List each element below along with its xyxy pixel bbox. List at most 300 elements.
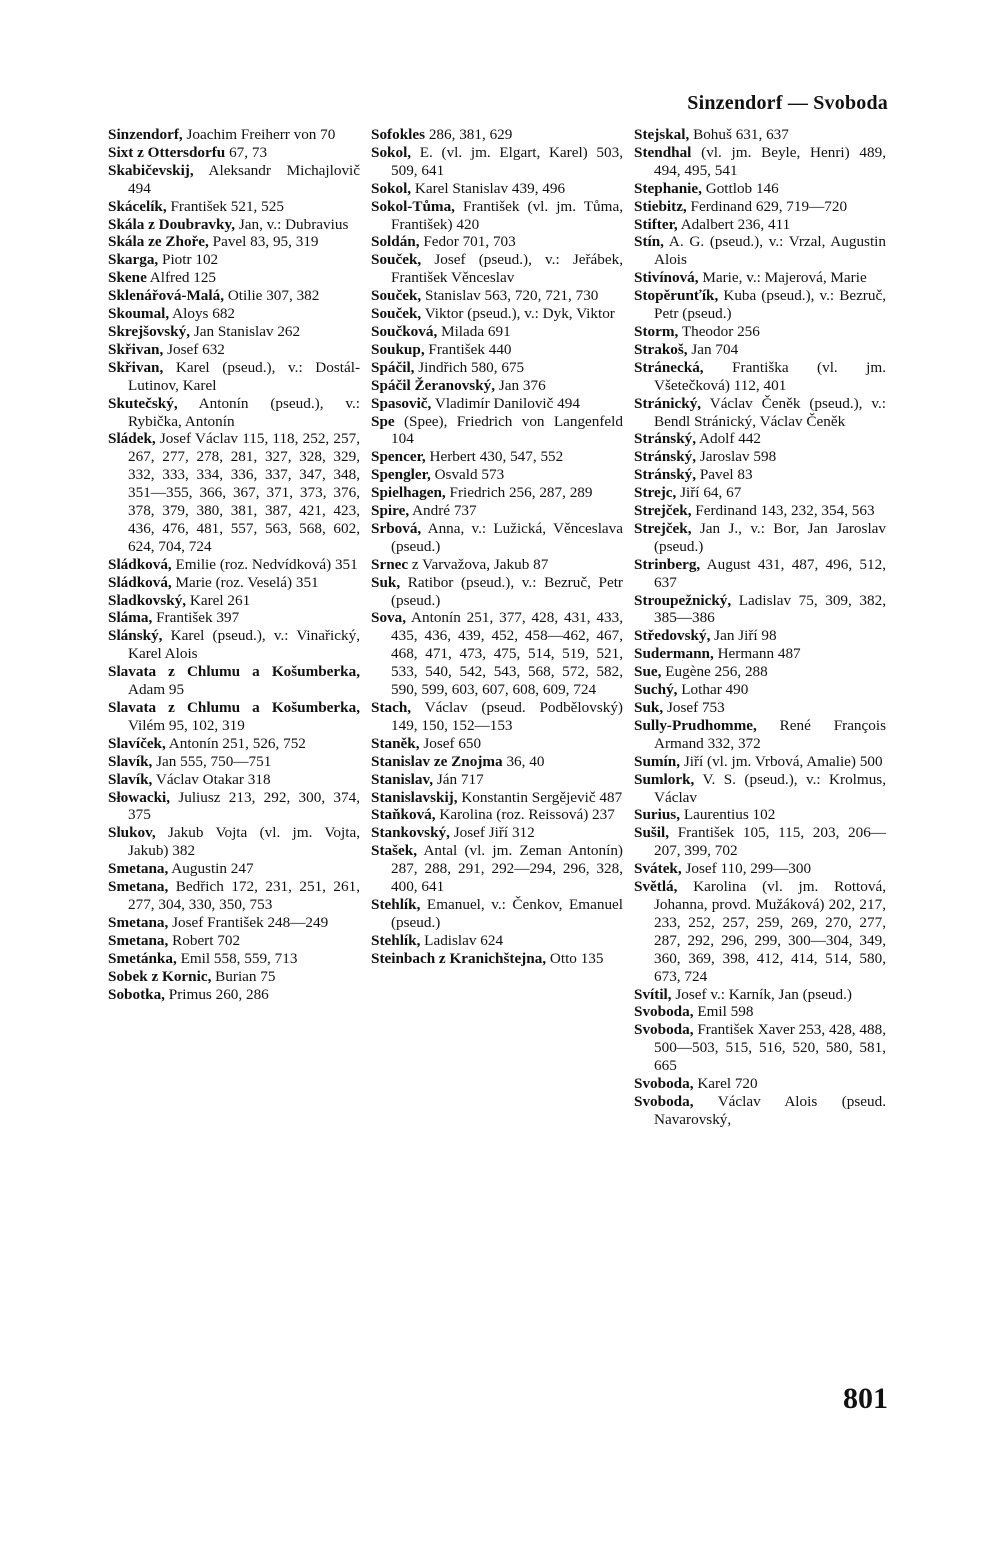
- entry-references: František 397: [152, 609, 240, 627]
- entry-headword: Sládková,: [108, 555, 172, 573]
- index-entry: [108, 878, 360, 914]
- entry-headword: Spire,: [371, 502, 410, 520]
- index-entry: [108, 198, 360, 216]
- page-number: 801: [843, 1382, 888, 1415]
- entry-references: Kuba (pseud.), v.: Bezruč, Petr (pseud.): [654, 287, 886, 323]
- entry-headword: Staňková,: [371, 806, 436, 824]
- index-entry: [371, 574, 623, 610]
- index-entry: [108, 771, 360, 789]
- entry-references: Karel 720: [693, 1075, 758, 1093]
- index-entry: [371, 753, 623, 771]
- entry-headword: Skoumal,: [108, 305, 170, 323]
- index-entry: [634, 502, 886, 520]
- index-entry: [371, 950, 623, 968]
- index-entry: [371, 484, 623, 502]
- index-entry: [108, 950, 360, 968]
- entry-headword: Součková,: [371, 322, 438, 340]
- entry-headword: Sudermann,: [634, 645, 714, 663]
- index-entry: [108, 395, 360, 431]
- entry-references: Otilie 307, 382: [224, 287, 320, 305]
- index-entry: [108, 359, 360, 395]
- entry-references: Adalbert 236, 411: [677, 215, 791, 233]
- entry-references: Jaroslav 598: [696, 448, 777, 466]
- entry-references: Laurentius 102: [680, 806, 776, 824]
- index-entry: [371, 180, 623, 198]
- entry-references: Ladislav 624: [420, 931, 504, 949]
- entry-references: František 105, 115, 203, 206—207, 399, 702: [654, 824, 886, 860]
- index-entry: [634, 592, 886, 628]
- index-entry: [634, 717, 886, 753]
- index-entry: [371, 932, 623, 950]
- entry-references: Friedrich 256, 287, 289: [445, 484, 593, 502]
- entry-headword: Sláma,: [108, 609, 153, 627]
- entry-headword: Skutečský,: [108, 394, 178, 412]
- entry-references: Josef 753: [663, 699, 725, 716]
- entry-references: Jan 555, 750—751: [152, 752, 272, 770]
- entry-references: Viktor (pseud.), v.: Dyk, Viktor: [421, 305, 615, 323]
- entry-references: (vl. jm. Beyle, Henri) 489, 494, 495, 541: [654, 143, 886, 179]
- index-entry: [371, 520, 623, 556]
- entry-headword: Spencer,: [371, 448, 426, 466]
- entry-references: Jan Stanislav 262: [190, 322, 301, 340]
- index-entry: [634, 1003, 886, 1021]
- entry-headword: Sobek z Kornic,: [108, 967, 212, 985]
- index-column-2: [371, 126, 623, 968]
- entry-references: (Spee), Friedrich von Langenfeld 104: [391, 412, 623, 448]
- entry-headword: Stejskal,: [634, 126, 690, 143]
- index-column-1: [108, 126, 360, 1003]
- entry-headword: Spielhagen,: [371, 484, 446, 502]
- entry-headword: Souček,: [371, 251, 422, 269]
- entry-headword: Stránský,: [634, 448, 697, 466]
- index-entry: [634, 627, 886, 645]
- entry-headword: Skrejšovský,: [108, 322, 191, 340]
- entry-headword: Strejc,: [634, 484, 677, 502]
- entry-references: Adam 95: [128, 681, 185, 699]
- index-entry: [634, 1021, 886, 1075]
- index-entry: [371, 287, 623, 305]
- index-entry: [108, 789, 360, 825]
- entry-references: Jindřich 580, 675: [414, 358, 525, 376]
- entry-headword: Středovský,: [634, 627, 711, 645]
- entry-headword: Sixt z Ottersdorfu: [108, 143, 226, 161]
- entry-references: František 440: [424, 340, 512, 358]
- entry-references: František Xaver 253, 428, 488, 500—503, 515, 516, 520, 580, 581, 665: [654, 1021, 886, 1075]
- index-entry: [634, 986, 886, 1004]
- entry-references: Konstantin Sergějevič 487: [457, 788, 623, 806]
- entry-references: 286, 381, 629: [425, 126, 513, 143]
- index-entry: [371, 395, 623, 413]
- entry-references: André 737: [409, 502, 477, 520]
- entry-references: Anna, v.: Lužická, Věnceslava (pseud.): [391, 519, 623, 555]
- entry-references: František (vl. jm. Tůma, František) 420: [391, 197, 623, 233]
- index-entry: [371, 198, 623, 234]
- entry-headword: Sofokles: [371, 126, 426, 143]
- entry-headword: Srnec: [371, 555, 409, 573]
- entry-headword: Suk,: [371, 573, 401, 591]
- index-entry: [371, 735, 623, 753]
- index-entry: [634, 430, 886, 448]
- index-entry: [634, 753, 886, 771]
- entry-headword: Slavík,: [108, 752, 153, 770]
- entry-headword: Skála ze Zhoře,: [108, 233, 209, 251]
- entry-headword: Svítil,: [634, 985, 672, 1003]
- entry-references: Robert 702: [168, 931, 241, 949]
- index-entry: [634, 771, 886, 807]
- entry-references: Josef 110, 299—300: [681, 860, 812, 878]
- index-entry: [634, 681, 886, 699]
- index-entry: [634, 860, 886, 878]
- entry-headword: Spengler,: [371, 466, 431, 484]
- entry-headword: Spe: [371, 412, 395, 430]
- entry-headword: Surius,: [634, 806, 681, 824]
- index-entry: [634, 466, 886, 484]
- entry-headword: Sokol-Tůma,: [371, 197, 455, 215]
- index-entry: [108, 323, 360, 341]
- entry-headword: Skene: [108, 269, 147, 287]
- entry-headword: Sladkovský,: [108, 591, 187, 609]
- entry-headword: Sumlork,: [634, 770, 695, 788]
- entry-references: Josef František 248—249: [168, 913, 329, 931]
- entry-references: Stanislav 563, 720, 721, 730: [421, 287, 599, 305]
- entry-headword: Stroupežnický,: [634, 591, 732, 609]
- entry-references: Ján 717: [433, 770, 484, 788]
- index-entry: [371, 789, 623, 807]
- entry-references: Ferdinand 143, 232, 354, 563: [691, 502, 875, 520]
- entry-headword: Stivínová,: [634, 269, 699, 287]
- index-entry: [634, 645, 886, 663]
- index-entry: [371, 359, 623, 377]
- index-entry: [108, 251, 360, 269]
- entry-references: Ladislav 75, 309, 382, 385—386: [654, 591, 886, 627]
- entry-headword: Slukov,: [108, 824, 156, 842]
- entry-references: August 431, 487, 496, 512, 637: [654, 555, 886, 591]
- entry-references: Jan 704: [687, 340, 739, 358]
- index-entry: [634, 180, 886, 198]
- entry-headword: Souček,: [371, 305, 422, 323]
- entry-headword: Svoboda,: [634, 1021, 694, 1039]
- entry-references: 67, 73: [225, 143, 268, 161]
- entry-references: Piotr 102: [158, 251, 219, 269]
- entry-references: Ratibor (pseud.), v.: Bezruč, Petr (pseud.): [391, 573, 623, 609]
- entry-references: Jan Jiří 98: [710, 627, 777, 645]
- entry-references: Hermann 487: [713, 645, 801, 663]
- entry-headword: Sumín,: [634, 752, 681, 770]
- index-entry: [108, 627, 360, 663]
- entry-references: Pavel 83, 95, 319: [208, 233, 319, 251]
- entry-references: František 521, 525: [166, 197, 284, 215]
- entry-headword: Spasovič,: [371, 394, 432, 412]
- entry-headword: Stehlík,: [371, 931, 421, 949]
- entry-headword: Sobotka,: [108, 985, 165, 1003]
- index-entry: [371, 466, 623, 484]
- entry-references: Jiří 64, 67: [676, 484, 742, 502]
- entry-references: Alfred 125: [146, 269, 217, 287]
- index-entry: [371, 699, 623, 735]
- index-entry: [371, 771, 623, 789]
- entry-headword: Sušil,: [634, 824, 670, 842]
- entry-references: Karolina (roz. Reissová) 237: [435, 806, 615, 824]
- entry-headword: Stephanie,: [634, 179, 702, 197]
- entry-references: Josef 650: [419, 734, 482, 752]
- entry-headword: Soukup,: [371, 340, 425, 358]
- entry-references: Vladimír Danilovič 494: [431, 394, 580, 412]
- index-entry: [108, 735, 360, 753]
- entry-headword: Srbová,: [371, 519, 422, 537]
- entry-headword: Stanislavskij,: [371, 788, 458, 806]
- index-entry: [108, 824, 360, 860]
- entry-headword: Strakoš,: [634, 340, 688, 358]
- entry-headword: Steinbach z Kranichštejna,: [371, 949, 547, 967]
- entry-headword: Stendhal: [634, 143, 692, 161]
- index-entry: [108, 932, 360, 950]
- index-entry: [634, 448, 886, 466]
- entry-references: René François Armand 332, 372: [654, 716, 886, 752]
- entry-headword: Stiebitz,: [634, 197, 687, 215]
- index-entry: [634, 520, 886, 556]
- entry-references: Marie (roz. Veselá) 351: [171, 573, 319, 591]
- entry-headword: Spáčil Žeranovský,: [371, 376, 496, 394]
- entry-references: Ferdinand 629, 719—720: [686, 197, 848, 215]
- index-entry: [108, 341, 360, 359]
- entry-references: Jan, v.: Dubravius: [235, 215, 349, 233]
- index-entry: [108, 126, 360, 144]
- index-entry: [108, 216, 360, 234]
- index-entry: [634, 556, 886, 592]
- index-entry: [634, 663, 886, 681]
- entry-references: Antonín (pseud.), v.: Rybička, Antonín: [128, 394, 360, 430]
- entry-headword: Suchý,: [634, 681, 678, 699]
- entry-references: Josef Jiří 312: [449, 824, 535, 842]
- entry-references: Josef 632: [163, 340, 225, 358]
- entry-headword: Slavíček,: [108, 734, 166, 752]
- entry-headword: Sully-Prudhomme,: [634, 716, 757, 734]
- entry-headword: Stránecká,: [634, 358, 704, 376]
- index-entry: [634, 484, 886, 502]
- entry-headword: Smetana,: [108, 913, 169, 931]
- index-entry: [634, 216, 886, 234]
- index-entry: [108, 269, 360, 287]
- index-entry: [371, 824, 623, 842]
- entry-headword: Svátek,: [634, 860, 682, 878]
- entry-references: Vilém 95, 102, 319: [128, 716, 245, 734]
- entry-headword: Staněk,: [371, 734, 420, 752]
- index-entry: [108, 305, 360, 323]
- index-entry: [371, 341, 623, 359]
- entry-headword: Stanislav,: [371, 770, 434, 788]
- entry-references: Adolf 442: [696, 430, 762, 448]
- entry-references: Fedor 701, 703: [419, 233, 516, 251]
- entry-headword: Skarga,: [108, 251, 159, 269]
- entry-references: Augustin 247: [168, 860, 254, 878]
- index-entry: [634, 126, 886, 144]
- entry-references: E. (vl. jm. Elgart, Karel) 503, 509, 641: [391, 143, 623, 179]
- index-entry: [371, 233, 623, 251]
- index-entry: [371, 413, 623, 449]
- entry-references: Bedřich 172, 231, 251, 261, 277, 304, 330, 350, 753: [128, 878, 360, 913]
- entry-references: Jakub Vojta (vl. jm. Vojta, Jakub) 382: [128, 824, 360, 860]
- running-head: Sinzendorf — Svoboda: [687, 92, 888, 114]
- entry-references: Jan 376: [495, 376, 546, 394]
- entry-references: Václav Čeněk (pseud.), v.: Bendl Stránický, Václav Čeněk: [654, 394, 886, 430]
- entry-references: Milada 691: [437, 322, 511, 340]
- index-entry: [371, 377, 623, 395]
- index-entry: [108, 753, 360, 771]
- entry-references: Antonín 251, 526, 752: [165, 734, 306, 752]
- index-entry: [108, 556, 360, 574]
- entry-headword: Svoboda,: [634, 1003, 694, 1021]
- index-entry: [634, 359, 886, 395]
- entry-headword: Skřivan,: [108, 340, 164, 358]
- entry-headword: Stanislav ze Znojma: [371, 752, 503, 770]
- entry-headword: Sokol,: [371, 179, 412, 197]
- entry-references: Herbert 430, 547, 552: [425, 448, 564, 466]
- entry-references: Otto 135: [546, 949, 604, 967]
- entry-references: Emil 598: [693, 1003, 754, 1021]
- index-entry: [634, 198, 886, 216]
- entry-references: Antal (vl. jm. Zeman Antonín) 287, 288, 291, 292—294, 296, 328, 400, 641: [391, 842, 623, 896]
- entry-headword: Stašek,: [371, 842, 417, 860]
- entry-headword: Stankovský,: [371, 824, 450, 842]
- entry-headword: Suk,: [634, 699, 664, 716]
- entry-references: Gottlob 146: [701, 179, 779, 197]
- index-entry: [634, 878, 886, 985]
- entry-headword: Stehlík,: [371, 895, 421, 913]
- index-entry: [634, 341, 886, 359]
- index-entry: [108, 968, 360, 986]
- entry-headword: Spáčil,: [371, 358, 415, 376]
- entry-headword: Słowacki,: [108, 788, 171, 806]
- index-entry: [108, 144, 360, 162]
- index-entry: [108, 162, 360, 198]
- entry-references: Jiří (vl. jm. Vrbová, Amalie) 500: [680, 752, 883, 770]
- index-entry: [108, 986, 360, 1004]
- entry-headword: Stach,: [371, 699, 412, 716]
- entry-headword: Smetana,: [108, 931, 169, 949]
- index-entry: [108, 699, 360, 735]
- entry-headword: Stránský,: [634, 466, 697, 484]
- entry-references: Juliusz 213, 292, 300, 374, 375: [128, 788, 360, 824]
- index-entry: [371, 556, 623, 574]
- entry-headword: Svoboda,: [634, 1092, 694, 1110]
- index-entry: [634, 233, 886, 269]
- entry-references: Josef v.: Karník, Jan (pseud.): [671, 985, 852, 1003]
- entry-headword: Sládková,: [108, 573, 172, 591]
- entry-headword: Strejček,: [634, 519, 692, 537]
- index-entry: [108, 287, 360, 305]
- index-entry: [371, 448, 623, 466]
- index-entry: [108, 574, 360, 592]
- entry-references: Theodor 256: [678, 322, 760, 340]
- index-entry: [634, 287, 886, 323]
- entry-headword: Smetánka,: [108, 949, 177, 967]
- entry-references: Václav Alois (pseud. Navarovský,: [654, 1092, 886, 1128]
- entry-references: Joachim Freiherr von 70: [182, 126, 336, 143]
- entry-headword: Skřivan,: [108, 358, 164, 376]
- entry-references: Marie, v.: Majerová, Marie: [698, 269, 867, 287]
- entry-references: Burian 75: [211, 967, 276, 985]
- entry-headword: Smetana,: [108, 878, 169, 896]
- index-entry: [371, 144, 623, 180]
- entry-headword: Stifter,: [634, 215, 678, 233]
- index-entry: [108, 609, 360, 627]
- index-entry: [634, 1093, 886, 1129]
- entry-references: Osvald 573: [430, 466, 505, 484]
- index-entry: [634, 395, 886, 431]
- entry-headword: Skála z Doubravky,: [108, 215, 236, 233]
- entry-references: Primus 260, 286: [164, 985, 269, 1003]
- index-entry: [371, 323, 623, 341]
- entry-headword: Soldán,: [371, 233, 420, 251]
- index-entry: [634, 269, 886, 287]
- entry-headword: Sokol,: [371, 143, 412, 161]
- entry-references: Jan J., v.: Bor, Jan Jaroslav (pseud.): [654, 519, 886, 555]
- index-entry: [108, 430, 360, 555]
- index-entry: [371, 305, 623, 323]
- entry-references: 36, 40: [502, 752, 545, 770]
- entry-headword: Sova,: [371, 609, 407, 627]
- index-entry: [634, 144, 886, 180]
- index-entry: [371, 126, 623, 144]
- entry-headword: Stránský,: [634, 430, 697, 448]
- entry-references: Pavel 83: [696, 466, 753, 484]
- entry-references: Františka (vl. jm. Všetečková) 112, 401: [654, 358, 886, 394]
- entry-headword: Strinberg,: [634, 555, 701, 573]
- entry-headword: Sládek,: [108, 430, 156, 448]
- index-column-3: [634, 126, 886, 1129]
- entry-headword: Sue,: [634, 663, 662, 681]
- entry-headword: Slavata z Chlumu a Košumberka,: [108, 663, 360, 681]
- entry-headword: Sinzendorf,: [108, 126, 183, 143]
- entry-references: Eugène 256, 288: [661, 663, 768, 681]
- entry-references: Emanuel, v.: Čenkov, Emanuel (pseud.): [391, 895, 623, 931]
- entry-references: Václav (pseud. Podbělovský) 149, 150, 152—153: [391, 699, 623, 734]
- entry-references: z Varvažova, Jakub 87: [408, 555, 549, 573]
- entry-references: Bohuš 631, 637: [689, 126, 789, 143]
- entry-headword: Strejček,: [634, 502, 692, 520]
- index-entry: [108, 663, 360, 699]
- index-entry: [371, 896, 623, 932]
- entry-references: Josef (pseud.), v.: Jeřábek, František Věnceslav: [391, 251, 623, 287]
- entry-references: Karel (pseud.), v.: Vinařický, Karel Alois: [128, 627, 360, 663]
- index-entry: [634, 824, 886, 860]
- entry-references: Emil 558, 559, 713: [176, 949, 298, 967]
- index-entry: [634, 699, 886, 717]
- index-entry: [371, 251, 623, 287]
- index-entry: [371, 502, 623, 520]
- entry-headword: Slánský,: [108, 627, 163, 645]
- entry-headword: Stránický,: [634, 394, 702, 412]
- index-entry: [371, 609, 623, 699]
- entry-references: Emilie (roz. Nedvídková) 351: [171, 555, 358, 573]
- entry-headword: Skabičevskij,: [108, 161, 194, 179]
- entry-headword: Svoboda,: [634, 1075, 694, 1093]
- entry-headword: Smetana,: [108, 860, 169, 878]
- entry-references: Karolina (vl. jm. Rottová, Johanna, provd. Mužáková) 202, 217, 233, 252, 257, 259, 269, 270, 277, 287, 292, 296, 299, 300—304, 349, 360, 369, 398, 412, 414, 514, 580, 673, 724: [654, 878, 886, 985]
- entry-references: Aleksandr Michajlovič 494: [128, 161, 360, 197]
- entry-references: Václav Otakar 318: [152, 770, 271, 788]
- entry-references: V. S. (pseud.), v.: Krolmus, Václav: [654, 770, 886, 806]
- entry-headword: Stopěrunťík,: [634, 287, 719, 305]
- index-entry: [371, 806, 623, 824]
- index-entry: [108, 860, 360, 878]
- entry-references: Lothar 490: [677, 681, 749, 699]
- entry-references: A. G. (pseud.), v.: Vrzal, Augustin Alois: [654, 233, 886, 269]
- entry-headword: Sklenářová-Malá,: [108, 287, 225, 305]
- index-entry: [108, 914, 360, 932]
- entry-references: Karel (pseud.), v.: Dostál-Lutinov, Karel: [128, 358, 360, 394]
- entry-references: Antonín 251, 377, 428, 431, 433, 435, 436, 439, 452, 458—462, 467, 468, 471, 473, 475, 514, 519, 521, 533, 540, 542, 543, 568, 572, 582, 590, 599, 603, 607, 608, 609, 724: [391, 609, 623, 699]
